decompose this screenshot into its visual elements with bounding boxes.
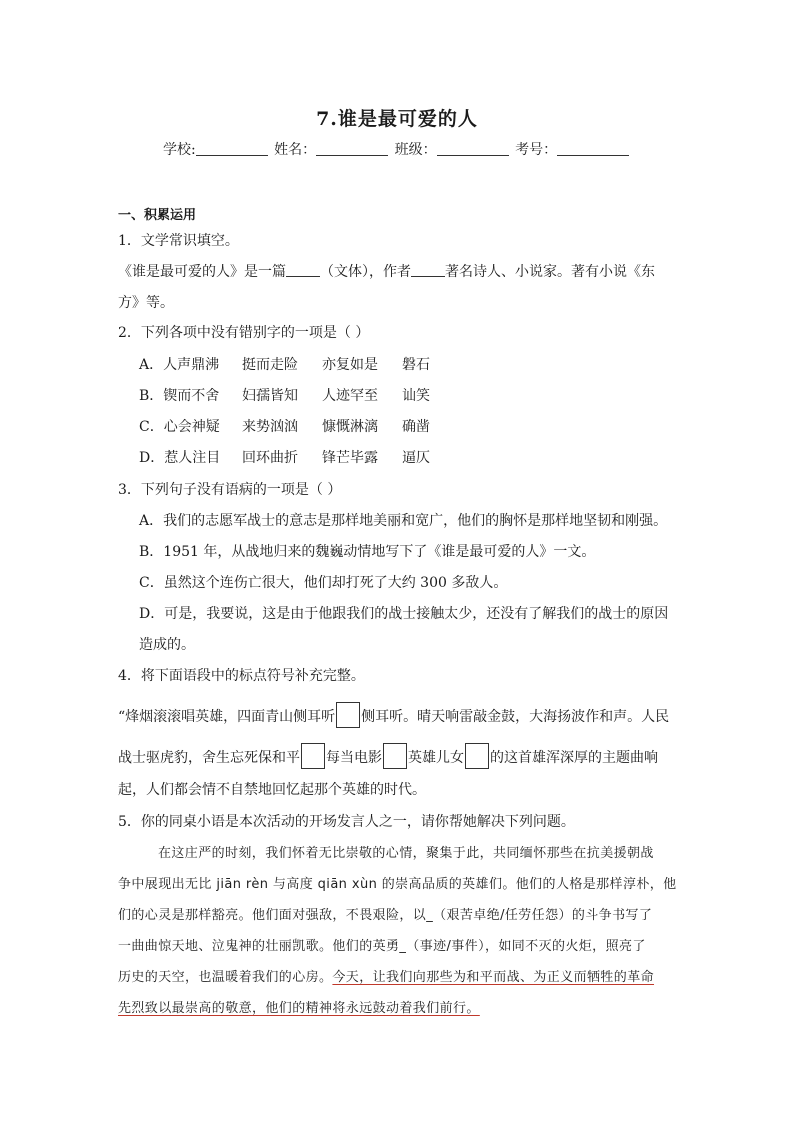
q3-option-b[interactable]: B．1951 年，从战地归来的魏巍动情地写下了《谁是最可爱的人》一文。 [139,544,596,560]
q1-line2: 方》等。 [118,295,174,311]
q2-c-4: 确凿 [402,419,430,435]
q2-option-d[interactable] [139,447,430,467]
q2-b-1: B．锲而不舍 [139,388,220,404]
q5-passage-line-6 [118,997,480,1016]
q2-d-4: 逼仄 [402,450,430,466]
q2-a-4: 磐石 [402,357,430,373]
name-blank[interactable] [316,141,388,156]
page-title: 7.谁是最可爱的人 [316,108,478,130]
q4-text-2d: 的这首雄浑深厚的主题曲响 [490,750,658,766]
q4-line1 [118,702,669,728]
section-heading: 一、积累运用 [118,208,197,223]
q2-option-c[interactable] [139,416,430,436]
q2-b-3: 人迹罕至 [322,388,378,404]
q5-passage-line-2: 争中展现出无比 jiān rèn 与高度 qiān xùn 的崇高品质的英雄们。他们的人格是那样淳朴，他 [118,877,677,892]
q4-punct-box-1[interactable] [336,702,360,728]
q4-text-2a: 战士驱虎豹，舍生忘死保和平 [118,750,300,766]
q1-blank-author[interactable] [411,264,445,277]
q1-text-a: 《谁是最可爱的人》是一篇 [118,264,286,280]
q2-stem: 2．下列各项中没有错别字的一项是（ ） [118,325,370,341]
q5-underlined-sentence-cont: 先烈致以最崇高的敬意，他们的精神将永远鼓动着我们前行。 [118,1001,480,1016]
q2-option-b[interactable] [139,385,430,405]
q4-line3: 起，人们都会情不自禁地回忆起那个英雄的时代。 [118,782,426,798]
q5-stem: 5．你的同桌小语是本次活动的开场发言人之一，请你帮她解决下列问题。 [118,814,575,830]
q5-passage-5a: 历史的天空，也温暖着我们的心房。 [118,970,333,985]
q3-option-c[interactable]: C．虽然这个连伤亡很大，他们却打死了大约 300 多敌人。 [139,575,508,591]
q2-d-2: 回环曲折 [242,450,298,466]
q4-stem: 4．将下面语段中的标点符号补充完整。 [118,668,365,684]
q4-punct-box-4[interactable] [465,743,489,769]
q4-text-2c: 英雄儿女 [408,750,464,766]
exam-number-blank[interactable] [557,141,629,156]
class-label: 班级： [394,142,437,158]
q2-b-2: 妇孺皆知 [242,388,298,404]
q2-b-4: 讪笑 [402,388,430,404]
q5-passage-line-5 [118,966,654,985]
q3-option-d-cont: 造成的。 [139,637,195,653]
q4-punct-box-3[interactable] [383,743,407,769]
q2-d-1: D．惹人注目 [139,450,221,466]
q1-stem: 1．文学常识填空。 [118,233,239,249]
q2-a-2: 挺而走险 [242,357,298,373]
name-label: 姓名： [274,142,317,158]
q2-a-1: A．人声鼎沸 [139,357,220,373]
q4-text-2b: 每当电影 [326,750,382,766]
class-blank[interactable] [437,141,509,156]
q2-option-a[interactable] [139,354,430,374]
q5-passage-line-3: 们的心灵是那样豁亮。他们面对强敌，不畏艰险，以_（艰苦卓绝/任劳任怨）的斗争书写了 [118,908,653,923]
exam-number-label: 考号： [515,142,558,158]
q2-a-3: 亦复如是 [322,357,378,373]
q4-line2 [118,743,658,769]
school-label: 学校: [163,142,196,158]
q4-text-1b: 侧耳听。晴天响雷敲金鼓，大海扬波作和声。人民 [361,709,670,725]
q4-punct-box-2[interactable] [301,743,325,769]
q2-c-1: C．心会神疑 [139,419,220,435]
q1-text-c: 著名诗人、小说家。著有小说《东 [445,264,655,280]
q2-c-3: 慷慨淋漓 [322,419,378,435]
q1-text-b: （文体），作者 [320,264,411,280]
q3-stem: 3．下列句子没有语病的一项是（ ） [118,482,342,498]
q1-line1 [118,261,655,281]
student-info-row [163,139,631,159]
q1-blank-genre[interactable] [286,264,320,277]
q3-option-a[interactable]: A．我们的志愿军战士的意志是那样地美丽和宽广，他们的胸怀是那样地坚韧和刚强。 [139,513,668,529]
q4-text-1a: “烽烟滚滚唱英雄，四面青山侧耳听 [118,709,336,725]
q3-option-d[interactable]: D．可是，我要说，这是由于他跟我们的战士接触太少，还没有了解我们的战士的原因 [139,606,669,622]
q2-d-3: 锋芒毕露 [322,450,378,466]
q2-c-2: 来势汹汹 [242,419,298,435]
q5-passage-line-4: 一曲曲惊天地、泣鬼神的壮丽凯歌。他们的英勇_（事迹/事件），如同不灭的火炬，照亮了 [118,939,646,954]
school-blank[interactable] [196,141,268,156]
q5-underlined-sentence: 今天，让我们向那些为和平而战、为正义而牺牲的革命 [332,970,655,985]
q5-passage-line-1: 在这庄严的时刻，我们怀着无比崇敬的心情，聚集于此，共同缅怀那些在抗美援朝战 [158,846,654,861]
